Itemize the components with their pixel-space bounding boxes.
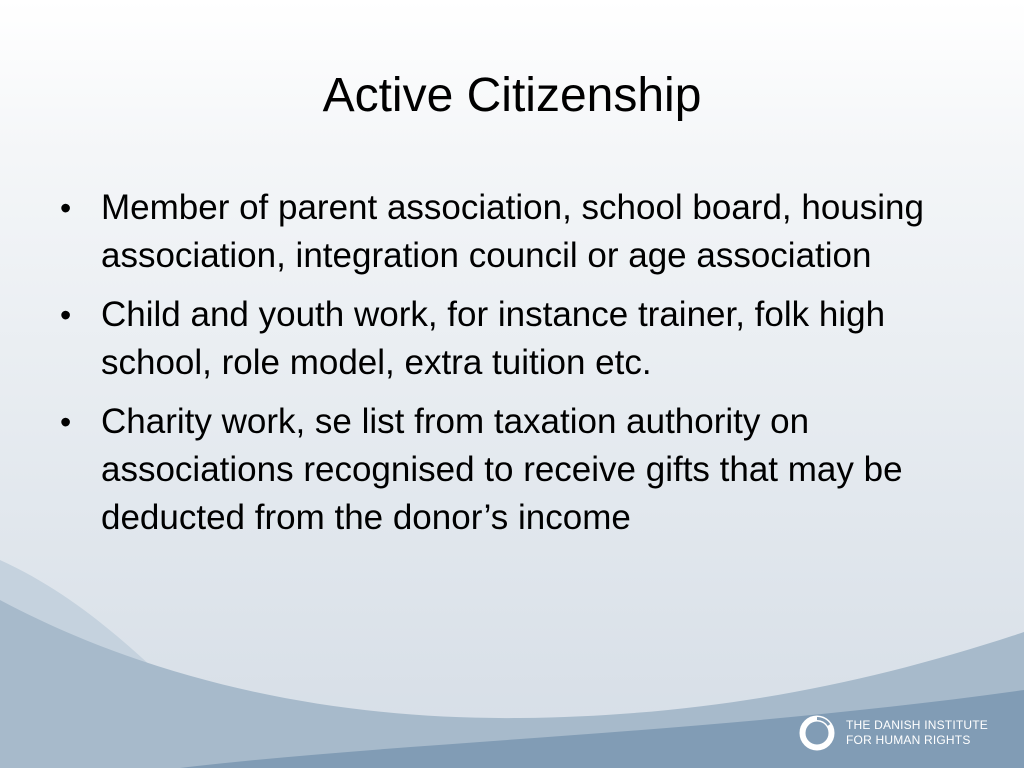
- institute-logo: [798, 714, 988, 752]
- bullet-item: [60, 398, 990, 542]
- bullet-marker: •: [60, 297, 72, 333]
- bullet-marker: •: [60, 190, 72, 226]
- bullet-item: [60, 291, 990, 387]
- bullet-text: Child and youth work, for instance trainer, folk high school, role model, extra tuition etc.: [101, 295, 886, 382]
- ring-logo-icon: [798, 714, 836, 752]
- bullet-text: Member of parent association, school board, housing association, integration council or age association: [101, 188, 924, 275]
- logo-line-2: FOR HUMAN RIGHTS: [846, 733, 971, 747]
- bullet-text: Charity work, se list from taxation authority on associations recognised to receive gifts that may be deducted from the donor’s income: [101, 402, 903, 537]
- logo-line-1: THE DANISH INSTITUTE: [846, 718, 989, 732]
- bullet-list: [60, 184, 990, 553]
- bullet-marker: •: [60, 404, 72, 440]
- bullet-item: [60, 184, 990, 280]
- logo-wordmark: [846, 718, 988, 748]
- slide-title: Active Citizenship: [322, 69, 702, 122]
